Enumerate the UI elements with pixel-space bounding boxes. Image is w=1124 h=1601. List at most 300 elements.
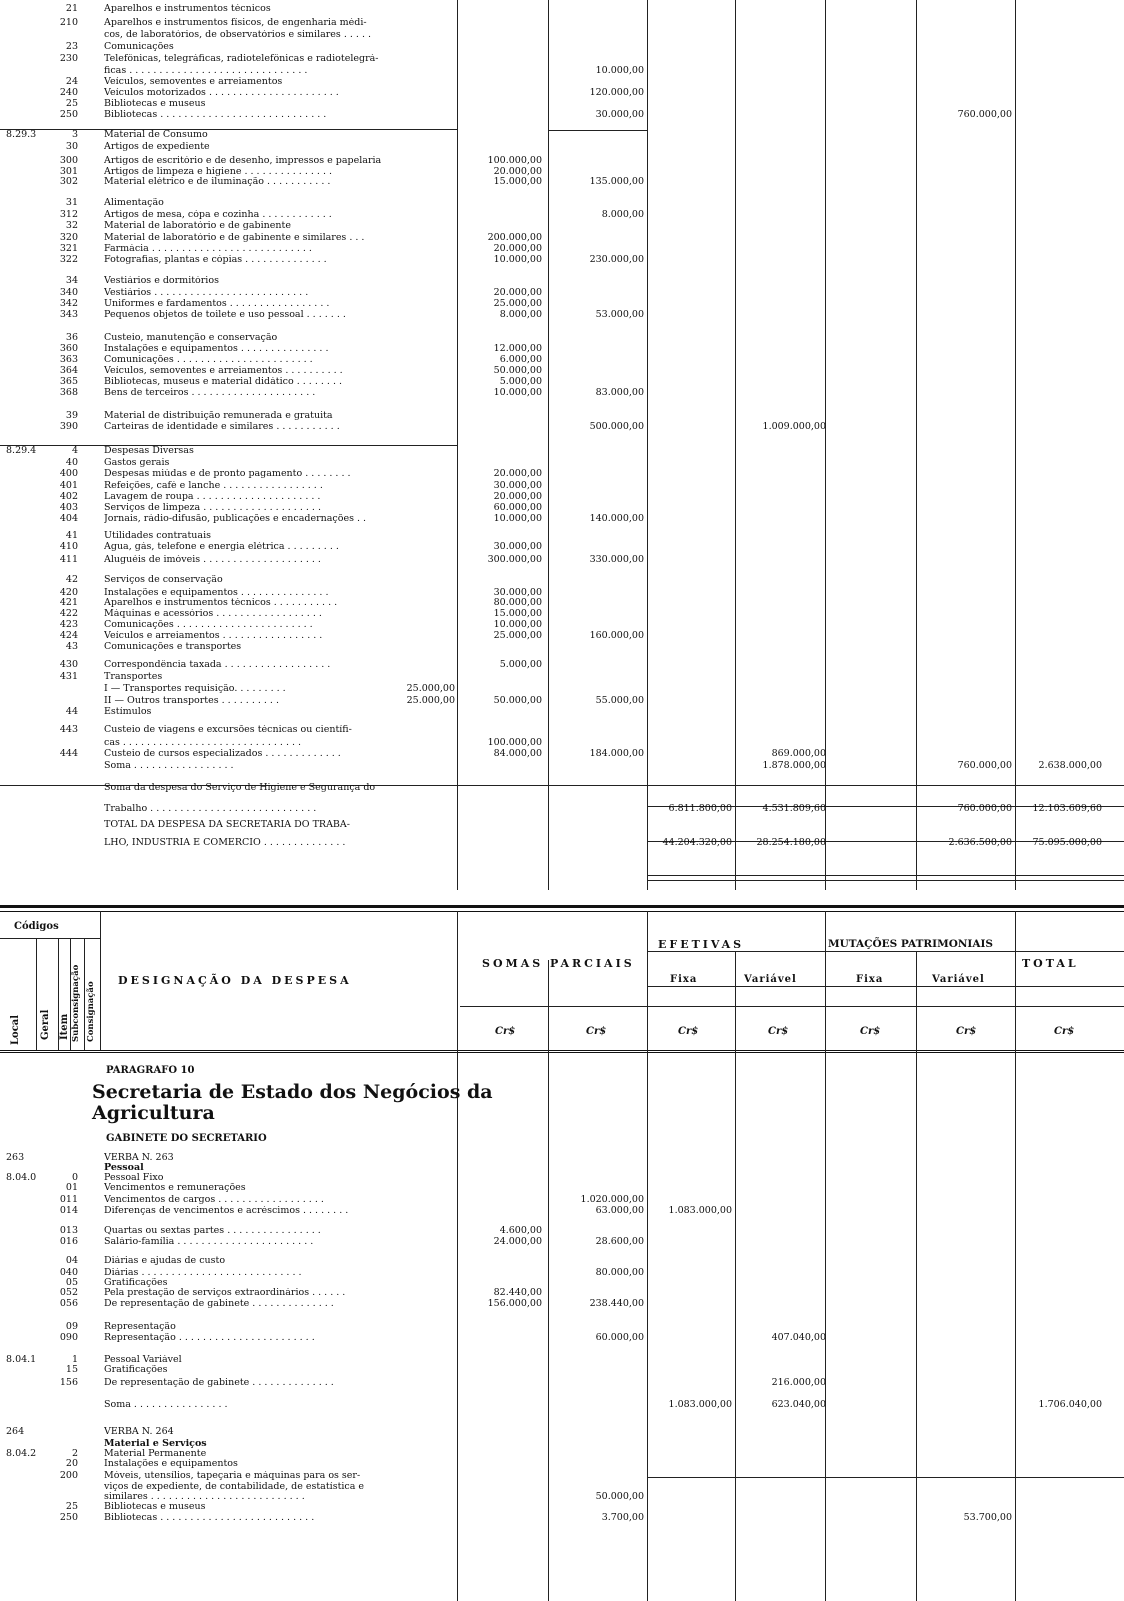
row-description: Quartas ou sextas partes . . . . . . . . . . . . . . . . <box>104 1226 321 1236</box>
row-amount: 15.000,00 <box>493 608 542 619</box>
row-amount: 4.600,00 <box>499 1225 542 1236</box>
header-local: Local <box>10 1014 21 1045</box>
row-description: De representação de gabinete . . . . . . . . . . . . . . <box>104 1378 334 1388</box>
header-mutacoes-variavel: Variável <box>932 974 985 985</box>
row-description: Comunicações . . . . . . . . . . . . . . . . . . . . . . . <box>104 355 313 365</box>
table-row <box>0 1439 1124 1449</box>
row-amount: 2.636.500,00 <box>948 837 1012 848</box>
row-amount: 80.000,00 <box>595 1267 644 1278</box>
table-row <box>0 1278 1124 1288</box>
table-row <box>0 1195 1124 1205</box>
table-row <box>0 804 1124 814</box>
table-row <box>0 531 1124 541</box>
section-title-line2: Agricultura <box>92 1102 215 1124</box>
row-code: 340 <box>59 287 78 298</box>
row-code: 368 <box>59 387 78 398</box>
row-amount: 120.000,00 <box>589 87 644 98</box>
table-row <box>0 503 1124 513</box>
row-description: Vencimentos de cargos . . . . . . . . . . . . . . . . . . <box>104 1195 324 1205</box>
table-row <box>0 177 1124 187</box>
row-description: Telefônicas, telegráficas, radiotelefônicas e radiotelegrá- <box>104 54 379 64</box>
table-row <box>0 696 1124 706</box>
row-amount: 55.000,00 <box>595 695 644 706</box>
row-description: Aparelhos e instrumentos técnicos . . . . . . . . . . . <box>104 598 338 608</box>
row-code: 300 <box>59 155 78 166</box>
row-description: Custeio, manutenção e conservação <box>104 333 278 343</box>
page-divider <box>0 911 1124 912</box>
row-amount: 50.000,00 <box>493 695 542 706</box>
row-description: Vestiários e dormitórios <box>104 276 219 286</box>
row-amount: 44.204.320,00 <box>662 837 732 848</box>
row-amount: 53.700,00 <box>963 1512 1012 1523</box>
row-code: 390 <box>59 421 78 432</box>
row-description: Bibliotecas, museus e material didático . . . . . . . . <box>104 377 343 387</box>
row-description: Representação <box>104 1322 176 1332</box>
row-amount: 140.000,00 <box>589 513 644 524</box>
row-amount: 760.000,00 <box>957 109 1012 120</box>
row-local-code: 8.04.2 <box>6 1448 37 1459</box>
table-row <box>0 88 1124 98</box>
currency-label: Cr$ <box>768 1026 789 1037</box>
row-amount: 500.000,00 <box>589 421 644 432</box>
row-code: 44 <box>65 706 78 717</box>
row-code: 360 <box>59 343 78 354</box>
row-local-code: 8.29.4 <box>6 445 37 456</box>
row-description: Bibliotecas . . . . . . . . . . . . . . . . . . . . . . . . . . . . <box>104 110 327 120</box>
gabinete-label: GABINETE DO SECRETARIO <box>106 1133 267 1144</box>
table-row <box>0 1183 1124 1193</box>
row-amount: 25.000,00 <box>406 695 455 706</box>
row-amount: 20.000,00 <box>493 287 542 298</box>
row-amount: 10.000,00 <box>595 65 644 76</box>
row-description: De representação de gabinete . . . . . . . . . . . . . . <box>104 1299 334 1309</box>
row-code: 09 <box>65 1321 78 1332</box>
row-code: 23 <box>65 41 78 52</box>
row-description: Pequenos objetos de toilete e uso pessoal . . . . . . . <box>104 310 346 320</box>
row-code: 404 <box>59 513 78 524</box>
row-description: Material de Consumo <box>104 130 208 140</box>
table-row <box>0 377 1124 387</box>
table-row <box>0 1256 1124 1266</box>
row-amount: 83.000,00 <box>595 387 644 398</box>
table-row <box>0 1449 1124 1459</box>
table-row <box>0 761 1124 771</box>
row-description: Soma . . . . . . . . . . . . . . . . . <box>104 761 234 771</box>
table-row <box>0 588 1124 598</box>
table-row <box>0 469 1124 479</box>
row-description: Farmácia . . . . . . . . . . . . . . . . . . . . . . . . . . . <box>104 244 312 254</box>
row-description: Veículos, semoventes e arreiamentos <box>104 77 283 87</box>
row-description: VERBA N. 264 <box>104 1427 174 1437</box>
header-designacao: DESIGNAÇÃO DA DESPESA <box>118 974 352 987</box>
row-amount: 30.000,00 <box>595 109 644 120</box>
row-amount: 5.000,00 <box>499 659 542 670</box>
row-code: 39 <box>65 410 78 421</box>
sum-rule <box>647 875 1124 876</box>
table-row <box>0 481 1124 491</box>
row-code: 301 <box>59 166 78 177</box>
row-amount: 1.083.000,00 <box>668 1399 732 1410</box>
row-code: 32 <box>65 220 78 231</box>
row-amount: 184.000,00 <box>589 748 644 759</box>
row-description: Refeições, café e lanche . . . . . . . . . . . . . . . . . <box>104 481 323 491</box>
row-code: 156 <box>59 1377 78 1388</box>
row-description: Diferenças de vencimentos e acréscimos . . . . . . . . <box>104 1206 349 1216</box>
table-row <box>0 355 1124 365</box>
header-col-rule <box>36 938 37 1050</box>
row-description: Material Permanente <box>104 1449 207 1459</box>
row-amount: 160.000,00 <box>589 630 644 641</box>
table-row <box>0 1471 1124 1481</box>
header-col-rule <box>100 911 101 1050</box>
table-row <box>0 422 1124 432</box>
row-description: ficas . . . . . . . . . . . . . . . . . . . . . . . . . . . . . . <box>104 66 308 76</box>
row-description: Bibliotecas e museus <box>104 1502 206 1512</box>
table-row <box>0 167 1124 177</box>
row-amount: 12.103.609,60 <box>1032 803 1102 814</box>
row-code: 21 <box>65 3 78 14</box>
table-row <box>0 142 1124 152</box>
row-amount: 8.000,00 <box>499 309 542 320</box>
row-amount: 8.000,00 <box>601 209 644 220</box>
header-rule <box>648 951 1124 952</box>
table-row <box>0 1322 1124 1332</box>
table-row <box>0 366 1124 376</box>
header-codigos: Códigos <box>14 921 59 932</box>
row-code: 210 <box>59 17 78 28</box>
table-row <box>0 130 1124 140</box>
table-row <box>0 1333 1124 1343</box>
row-local-code: 8.29.3 <box>6 129 37 140</box>
table-row <box>0 684 1124 694</box>
table-row <box>0 255 1124 265</box>
row-code: 052 <box>59 1287 78 1298</box>
table-row <box>0 288 1124 298</box>
currency-label: Cr$ <box>860 1026 881 1037</box>
row-description: I — Transportes requisição. . . . . . . . . <box>104 684 286 694</box>
row-amount: 200.000,00 <box>487 232 542 243</box>
table-row <box>0 1299 1124 1309</box>
row-description: Trabalho . . . . . . . . . . . . . . . . . . . . . . . . . . . . <box>104 804 317 814</box>
row-code: 410 <box>59 541 78 552</box>
row-description: Alimentação <box>104 198 164 208</box>
table-row <box>0 1427 1124 1437</box>
row-description: Custeio de cursos especializados . . . . . . . . . . . . . <box>104 749 341 759</box>
row-amount: 28.600,00 <box>595 1236 644 1247</box>
table-row <box>0 310 1124 320</box>
row-description: Bibliotecas e museus <box>104 99 206 109</box>
row-amount: 12.000,00 <box>493 343 542 354</box>
row-description: Máquinas e acessórios . . . . . . . . . . . . . . . . . . <box>104 609 322 619</box>
table-row <box>0 555 1124 565</box>
row-code: 016 <box>59 1236 78 1247</box>
table-row <box>0 1206 1124 1216</box>
table-row <box>0 1288 1124 1298</box>
row-description: Comunicações . . . . . . . . . . . . . . . . . . . . . . . <box>104 620 313 630</box>
table-row <box>0 1513 1124 1523</box>
table-row <box>0 198 1124 208</box>
row-amount: 2.638.000,00 <box>1038 760 1102 771</box>
row-description: Aparelhos e instrumentos físicos, de engenharia médi- <box>104 18 367 28</box>
header-rule <box>0 938 100 939</box>
row-code: 090 <box>59 1332 78 1343</box>
table-row <box>0 1237 1124 1247</box>
row-description: Custeio de viagens e excursões técnicas ou científi- <box>104 725 352 735</box>
row-amount: 82.440,00 <box>493 1287 542 1298</box>
row-code: 312 <box>59 209 78 220</box>
row-description: Gastos gerais <box>104 458 170 468</box>
table-row <box>0 1502 1124 1512</box>
table-row <box>0 492 1124 502</box>
row-description: Diárias e ajudas de custo <box>104 1256 226 1266</box>
row-amount: 300.000,00 <box>487 554 542 565</box>
row-description: Veículos e arreiamentos . . . . . . . . . . . . . . . . . <box>104 631 323 641</box>
row-code: 15 <box>65 1364 78 1375</box>
row-description: Comunicações e transportes <box>104 642 242 652</box>
table-row <box>0 575 1124 585</box>
row-amount: 10.000,00 <box>493 513 542 524</box>
row-code: 40 <box>65 457 78 468</box>
row-amount: 10.000,00 <box>493 387 542 398</box>
header-mutacoes-fixa: Fixa <box>856 974 884 985</box>
table-row <box>0 631 1124 641</box>
row-description: Pessoal <box>104 1163 144 1173</box>
row-description: Bibliotecas . . . . . . . . . . . . . . . . . . . . . . . . . . <box>104 1513 315 1523</box>
table-row <box>0 156 1124 166</box>
row-code: 040 <box>59 1267 78 1278</box>
row-description: Artigos de escritório e de desenho, impressos e papelaria <box>104 156 382 166</box>
table-row <box>0 99 1124 109</box>
row-amount: 20.000,00 <box>493 468 542 479</box>
row-description: Carteiras de identidade e similares . . . . . . . . . . . <box>104 422 340 432</box>
table-row <box>0 54 1124 64</box>
row-description: Artigos de mesa, cópa e cozinha . . . . . . . . . . . . <box>104 210 332 220</box>
row-amount: 230.000,00 <box>589 254 644 265</box>
row-code: 403 <box>59 502 78 513</box>
row-code: 250 <box>59 1512 78 1523</box>
row-code: 321 <box>59 243 78 254</box>
row-code: 013 <box>59 1225 78 1236</box>
row-description: Pessoal Variável <box>104 1355 182 1365</box>
table-row <box>0 110 1124 120</box>
row-amount: 407.040,00 <box>771 1332 826 1343</box>
row-code: 1 <box>71 1354 78 1365</box>
row-amount: 20.000,00 <box>493 166 542 177</box>
row-code: 01 <box>65 1182 78 1193</box>
row-description: Serviços de limpeza . . . . . . . . . . . . . . . . . . . . <box>104 503 321 513</box>
row-code: 420 <box>59 587 78 598</box>
row-amount: 216.000,00 <box>771 1377 826 1388</box>
table-row <box>0 210 1124 220</box>
row-amount: 15.000,00 <box>493 176 542 187</box>
row-amount: 24.000,00 <box>493 1236 542 1247</box>
row-amount: 1.083.000,00 <box>668 1205 732 1216</box>
table-row <box>0 707 1124 717</box>
row-description: Material elétrico e de iluminação . . . . . . . . . . . <box>104 177 331 187</box>
row-amount: 4.531.809,60 <box>762 803 826 814</box>
row-description: Aluguéis de imóveis . . . . . . . . . . . . . . . . . . . . <box>104 555 321 565</box>
table-row <box>0 221 1124 231</box>
currency-label: Cr$ <box>678 1026 699 1037</box>
row-amount: 869.000,00 <box>771 748 826 759</box>
row-description: Instalações e equipamentos . . . . . . . . . . . . . . . <box>104 344 329 354</box>
row-description: Comunicações <box>104 42 174 52</box>
header-subconsignacao: Subconsignação <box>71 964 81 1042</box>
table-row <box>0 598 1124 608</box>
row-code: 04 <box>65 1255 78 1266</box>
row-amount: 53.000,00 <box>595 309 644 320</box>
table-row <box>0 233 1124 243</box>
row-amount: 84.000,00 <box>493 748 542 759</box>
row-code: 056 <box>59 1298 78 1309</box>
row-description: Soma . . . . . . . . . . . . . . . . <box>104 1400 228 1410</box>
table-row <box>0 77 1124 87</box>
row-code: 424 <box>59 630 78 641</box>
row-code: 230 <box>59 53 78 64</box>
row-code: 302 <box>59 176 78 187</box>
table-row <box>0 458 1124 468</box>
row-description: Material de laboratório e de gabinente e similares . . . <box>104 233 365 243</box>
table-row <box>0 820 1124 830</box>
row-code: 401 <box>59 480 78 491</box>
row-code: 320 <box>59 232 78 243</box>
table-row <box>0 749 1124 759</box>
row-amount: 1.706.040,00 <box>1038 1399 1102 1410</box>
row-code: 250 <box>59 109 78 120</box>
page-divider <box>0 905 1124 908</box>
row-code: 365 <box>59 376 78 387</box>
sum-rule <box>647 880 1124 881</box>
row-amount: 1.020.000,00 <box>580 1194 644 1205</box>
row-amount: 25.000,00 <box>493 298 542 309</box>
row-amount: 6.000,00 <box>499 354 542 365</box>
row-code: 322 <box>59 254 78 265</box>
row-code: 200 <box>59 1470 78 1481</box>
table-row <box>0 411 1124 421</box>
row-code: 0 <box>71 1172 78 1183</box>
row-amount: 10.000,00 <box>493 254 542 265</box>
row-local-code: 263 <box>6 1152 25 1163</box>
table-row <box>0 1365 1124 1375</box>
header-efetivas-variavel: Variável <box>744 974 797 985</box>
row-code: 444 <box>59 748 78 759</box>
row-description: Móveis, utensílios, tapeçaria e máquinas para os ser- <box>104 1471 361 1481</box>
header-consignacao: Consignação <box>86 981 96 1042</box>
row-code: 014 <box>59 1205 78 1216</box>
table-row <box>0 660 1124 670</box>
row-amount: 6.811.800,00 <box>668 803 732 814</box>
row-code: 421 <box>59 597 78 608</box>
row-amount: 1.009.000,00 <box>762 421 826 432</box>
table-row <box>0 18 1124 28</box>
row-amount: 3.700,00 <box>601 1512 644 1523</box>
row-amount: 20.000,00 <box>493 491 542 502</box>
row-amount: 100.000,00 <box>487 155 542 166</box>
row-code: 41 <box>65 530 78 541</box>
row-amount: 28.254.180,00 <box>756 837 826 848</box>
header-rule <box>648 986 1124 987</box>
table-row <box>0 388 1124 398</box>
row-description: Gratificações <box>104 1278 168 1288</box>
row-code: 342 <box>59 298 78 309</box>
row-description: Aparelhos e instrumentos técnicos <box>104 4 271 14</box>
table-row <box>0 838 1124 848</box>
table-row <box>0 1153 1124 1163</box>
header-col-rule <box>84 938 85 1050</box>
table-row <box>0 4 1124 14</box>
row-amount: 100.000,00 <box>487 737 542 748</box>
header-total: TOTAL <box>1022 957 1079 970</box>
row-amount: 30.000,00 <box>493 480 542 491</box>
row-description: Serviços de conservação <box>104 575 223 585</box>
row-description: Jornais, rádio-difusão, publicações e encadernações . . <box>104 514 367 524</box>
row-code: 30 <box>65 141 78 152</box>
row-description: Estímulos <box>104 707 152 717</box>
row-local-code: 8.04.0 <box>6 1172 37 1183</box>
table-row <box>0 1459 1124 1469</box>
row-code: 36 <box>65 332 78 343</box>
table-row <box>0 620 1124 630</box>
table-row <box>0 1355 1124 1365</box>
row-amount: 760.000,00 <box>957 760 1012 771</box>
row-code: 05 <box>65 1277 78 1288</box>
row-amount: 50.000,00 <box>493 365 542 376</box>
table-row <box>0 299 1124 309</box>
row-description: cos, de laboratórios, de observatórios e similares . . . . . <box>104 30 372 40</box>
row-description: cas . . . . . . . . . . . . . . . . . . . . . . . . . . . . . . <box>104 738 302 748</box>
row-local-code: 8.04.1 <box>6 1354 37 1365</box>
table-row <box>0 514 1124 524</box>
row-code: 431 <box>59 671 78 682</box>
row-amount: 156.000,00 <box>487 1298 542 1309</box>
row-description: TOTAL DA DESPESA DA SECRETARIA DO TRABA- <box>104 820 350 830</box>
row-code: 2 <box>71 1448 78 1459</box>
row-description: Vestiários . . . . . . . . . . . . . . . . . . . . . . . . . . <box>104 288 309 298</box>
row-description: Veículos motorizados . . . . . . . . . . . . . . . . . . . . . . <box>104 88 339 98</box>
table-row <box>0 42 1124 52</box>
table-row <box>0 672 1124 682</box>
row-description: Uniformes e fardamentos . . . . . . . . . . . . . . . . . <box>104 299 330 309</box>
row-code: 400 <box>59 468 78 479</box>
row-amount: 63.000,00 <box>595 1205 644 1216</box>
table-row <box>0 1268 1124 1278</box>
row-amount: 30.000,00 <box>493 587 542 598</box>
table-row <box>0 1400 1124 1410</box>
row-amount: 30.000,00 <box>493 541 542 552</box>
row-description: Pessoal Fixo <box>104 1173 164 1183</box>
row-description: Vencimentos e remunerações <box>104 1183 246 1193</box>
table-row <box>0 738 1124 748</box>
row-code: 422 <box>59 608 78 619</box>
row-amount: 50.000,00 <box>595 1491 644 1502</box>
table-row <box>0 642 1124 652</box>
row-code: 411 <box>59 554 78 565</box>
row-description: Bens de terceiros . . . . . . . . . . . . . . . . . . . . . <box>104 388 316 398</box>
header-efetivas: EFETIVAS <box>658 938 745 951</box>
row-amount: 238.440,00 <box>589 1298 644 1309</box>
row-description: Fotografias, plantas e cópias . . . . . . . . . . . . . . <box>104 255 327 265</box>
table-row <box>0 276 1124 286</box>
row-amount: 80.000,00 <box>493 597 542 608</box>
row-description: Artigos de limpeza e higiene . . . . . . . . . . . . . . . <box>104 167 333 177</box>
currency-label: Cr$ <box>1054 1026 1075 1037</box>
row-amount: 135.000,00 <box>589 176 644 187</box>
row-code: 4 <box>71 445 78 456</box>
row-description: Despesas miúdas e de pronto pagamento . . . . . . . . <box>104 469 351 479</box>
table-row <box>0 244 1124 254</box>
row-amount: 60.000,00 <box>493 502 542 513</box>
row-code: 423 <box>59 619 78 630</box>
